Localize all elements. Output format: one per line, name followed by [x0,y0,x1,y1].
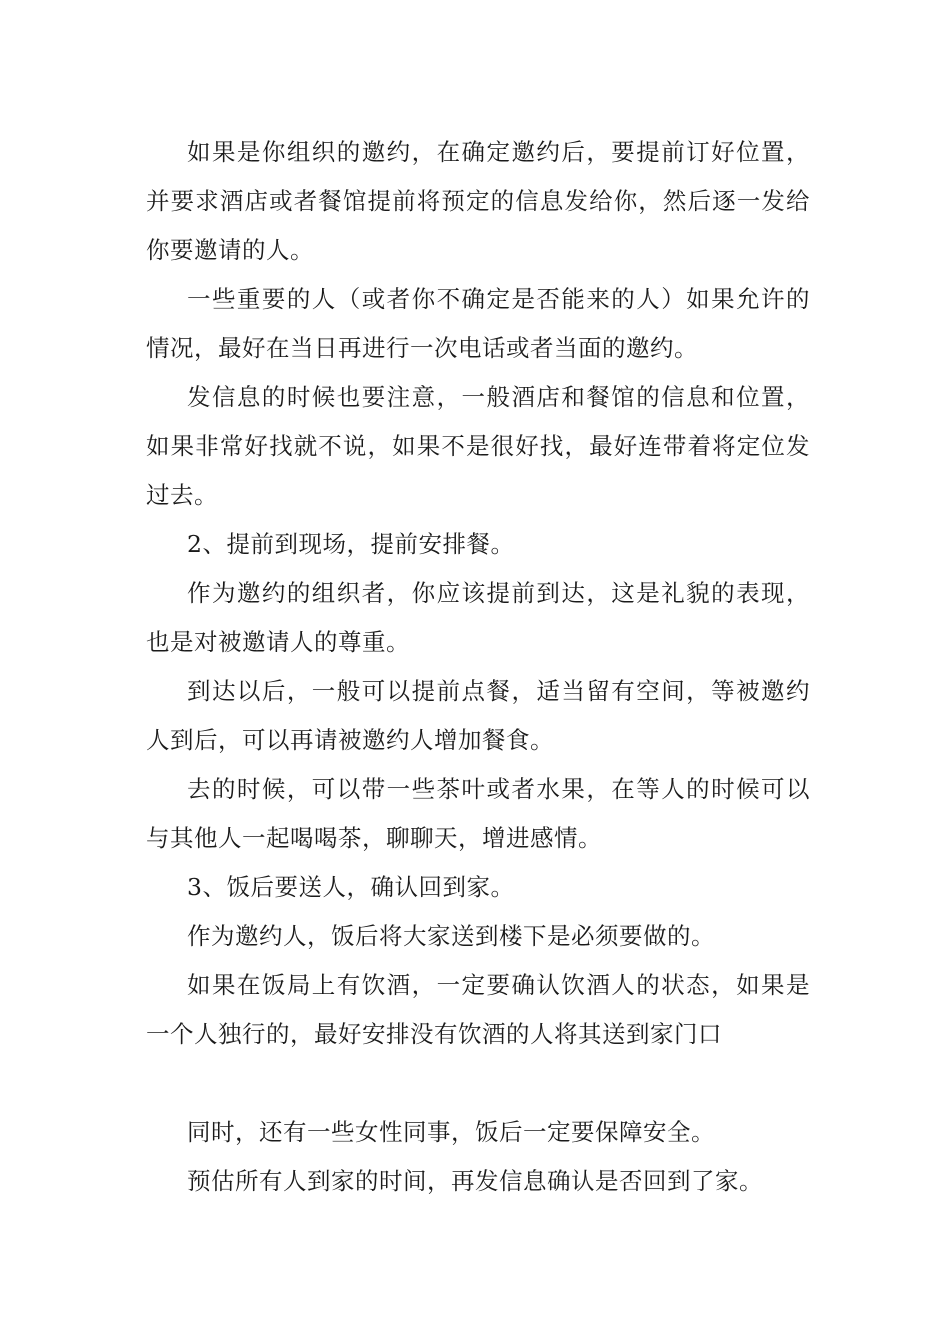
paragraph-organizer-arrive: 作为邀约的组织者，你应该提前到达，这是礼貌的表现，也是对被邀请人的尊重。 [146,579,810,656]
paragraph-see-downstairs: 作为邀约人，饭后将大家送到楼下是必须要做的。 [187,922,715,950]
section-heading-see-off: 3、饭后要送人，确认回到家。 [187,873,515,901]
paragraph-important-guests: 一些重要的人（或者你不确定是否能来的人）如果允许的情况，最好在当日再进行一次电话或者当面的邀约。 [146,285,810,362]
paragraph-invitation-booking: 如果是你组织的邀约，在确定邀约后，要提前订好位置，并要求酒店或者餐馆提前将预定的信息发给你，然后逐一发给你要邀请的人。 [146,138,810,264]
paragraph-confirm-home: 预估所有人到家的时间，再发信息确认是否回到了家。 [187,1167,763,1195]
paragraph-drinking-safety: 如果在饭局上有饮酒，一定要确认饮酒人的状态，如果是一个人独行的，最好安排没有饮酒的人将其送到家门口 [146,971,810,1048]
paragraph-send-location: 发信息的时候也要注意，一般酒店和餐馆的信息和位置，如果非常好找就不说，如果不是很好找，最好连带着将定位发过去。 [146,383,810,509]
paragraph-order-food: 到达以后，一般可以提前点餐，适当留有空间，等被邀约人到后，可以再请被邀约人增加餐食。 [146,677,810,754]
paragraph-bring-tea-fruit: 去的时候，可以带一些茶叶或者水果，在等人的时候可以与其他人一起喝喝茶，聊聊天，增进感情。 [146,775,810,852]
paragraph-female-colleagues: 同时，还有一些女性同事，饭后一定要保障安全。 [187,1118,715,1146]
document-body [146,128,810,1206]
section-heading-arrive-early: 2、提前到现场，提前安排餐。 [187,530,515,558]
blank-line [146,1059,810,1108]
